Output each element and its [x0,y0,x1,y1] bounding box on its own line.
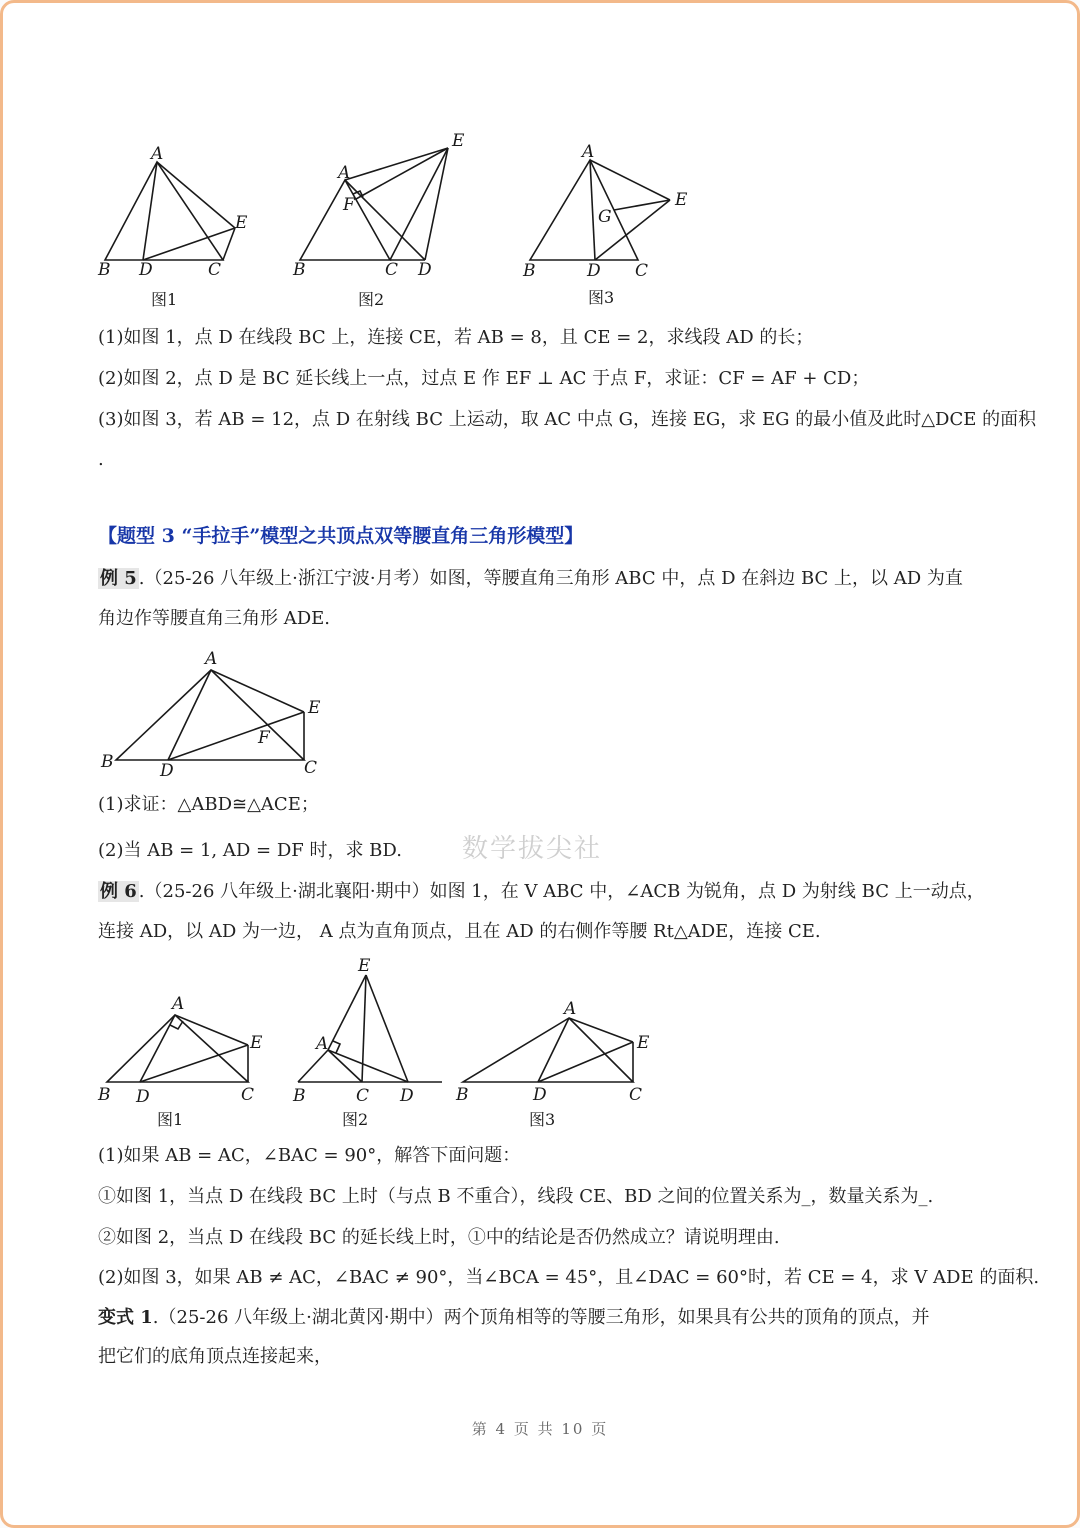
label-g: G [598,207,612,227]
segment-ae [328,975,366,1050]
prev-question-3: (3)如图 3，若 AB = 12，点 D 在射线 BC 上运动，取 AC 中点 G，连接 EG，求 EG 的最小值及此时△DCE 的面积 [98,409,1037,430]
segment-ce [223,228,235,260]
label-c: C [241,1085,255,1105]
caption: 图1 [151,290,178,309]
example5-line1 [98,559,993,599]
label-a: A [564,999,577,1019]
label-f: F [258,728,270,748]
label-d: D [533,1085,547,1105]
label-c: C [385,260,399,280]
segment-ab [298,1050,328,1082]
example6-question-1b: ②如图 2，当点 D 在线段 BC 的延长线上时，①中的结论是否仍然成立？请说明理由. [98,1227,780,1248]
label-c: C [635,261,649,281]
label-a: A [151,144,164,164]
example5-question-2: (2)当 AB = 1, AD = DF 时，求 BD. [98,840,402,861]
example6-line2: 连接 AD，以 AD 为一边， A 点为直角顶点，且在 AD 的右侧作等腰 Rt△ADE，连接 CE. [98,921,821,942]
label-c: C [356,1086,370,1106]
segment-de [366,975,408,1082]
example5-line2: 角边作等腰直角三角形 ADE. [98,608,331,629]
label-e: E [452,131,465,151]
caption: 图1 [157,1110,184,1129]
segment-ae [345,148,448,180]
label-b: B [456,1085,469,1105]
example5-question-1: (1)求证：△ABD≅△ACE； [98,794,319,815]
label-e: E [250,1033,263,1053]
segment-de [143,228,235,260]
segment-de [538,1042,633,1082]
example6-line1 [98,872,993,912]
label-d: D [587,261,601,281]
segment-ae [569,1018,633,1042]
example6-question-1a: ①如图 1，当点 D 在线段 BC 上时（与点 B 不重合），线段 CE、BD 之间的位置关系为_，数量关系为_. [98,1186,934,1207]
label-f: F [343,195,355,215]
watermark: 数学拔尖社 [462,834,603,864]
segment-de [425,148,448,260]
label-b: B [293,1086,306,1106]
label-a: A [338,163,351,183]
right-angle-mark [333,1041,340,1053]
label-d: D [139,260,153,280]
caption: 图2 [342,1110,369,1129]
segment-ce [362,975,366,1082]
section-heading: 【题型 3 “手拉手”模型之共顶点双等腰直角三角形模型】 [98,525,584,547]
variant1-line1 [98,1298,993,1338]
triangle-abc [105,162,223,260]
segment-ae [175,1015,248,1045]
example6-question-1: (1)如果 AB = AC，∠BAC = 90°，解答下面问题： [98,1145,521,1166]
label-b: B [98,1085,111,1105]
label-d: D [136,1087,150,1107]
example6-question-2: (2)如图 3，如果 AB ≠ AC，∠BAC ≠ 90°，当∠BCA = 45°，且∠DAC = 60°时，若 CE = 4，求 V ADE 的面积. [98,1267,1040,1288]
segment-de [168,712,304,760]
prev-question-3-end: . [98,449,104,470]
segment-ad [328,1050,408,1082]
triangle-abc [116,670,304,760]
label-d: D [400,1086,414,1106]
segment-ge [614,200,670,210]
example5-label: 例 5 [100,568,137,589]
variant1-line2: 把它们的底角顶点连接起来， [98,1346,332,1367]
example5-text1: .（25-26 八年级上·浙江宁波·月考）如图，等腰直角三角形 ABC 中，点 D 在斜边 BC 上，以 AD 为直 [138,568,963,589]
caption: 图3 [588,288,615,307]
label-a: A [316,1034,329,1054]
triangle-abc [107,1015,248,1082]
label-b: B [101,752,114,772]
example5-figure [96,645,336,785]
segment-ac [328,1050,362,1082]
label-a: A [172,994,185,1014]
triangle-abc [463,1018,633,1082]
segment-ae [211,670,304,712]
label-e: E [308,698,321,718]
segment-ae [157,162,235,228]
prev-question-2: (2)如图 2，点 D 是 BC 延长线上一点，过点 E 作 EF ⊥ AC 于点 F，求证：CF = AF + CD； [98,368,870,389]
caption: 图2 [358,290,385,309]
label-a: A [205,649,218,669]
label-e: E [235,213,248,233]
page-footer: 第 4 页 共 10 页 [471,1420,609,1438]
label-e: E [358,956,371,976]
segment-ae [590,160,670,200]
label-b: B [293,260,306,280]
triangle-abc [530,160,638,260]
label-b: B [98,260,111,280]
label-e: E [637,1033,650,1053]
top-figure-2 [290,128,470,310]
example6-figure-1 [95,990,275,1130]
label-e: E [675,190,688,210]
top-figure-3 [515,140,695,312]
label-a: A [582,142,595,162]
prev-question-1: (1)如图 1，点 D 在线段 BC 上，连接 CE，若 AB = 8，且 CE = 2，求线段 AD 的长； [98,327,814,348]
caption: 图3 [529,1110,556,1129]
variant1-label: 变式 1 [98,1307,153,1328]
example6-label: 例 6 [100,881,137,902]
variant1-text1: .（25-26 八年级上·湖北黄冈·期中）两个顶角相等的等腰三角形，如果具有公共的顶角的顶点，并 [152,1307,930,1328]
example6-figure-2 [290,950,450,1130]
label-d: D [418,260,432,280]
example6-figure-3 [453,990,668,1130]
top-figure-1 [95,140,265,310]
label-b: B [523,261,536,281]
label-c: C [629,1085,643,1105]
example6-text1: .（25-26 八年级上·湖北襄阳·期中）如图 1，在 V ABC 中，∠ACB 为锐角，点 D 为射线 BC 上一动点， [138,881,985,902]
label-c: C [304,758,318,778]
label-c: C [208,260,222,280]
segment-ad [590,160,595,260]
label-d: D [160,761,174,781]
triangle-abc [300,180,390,260]
